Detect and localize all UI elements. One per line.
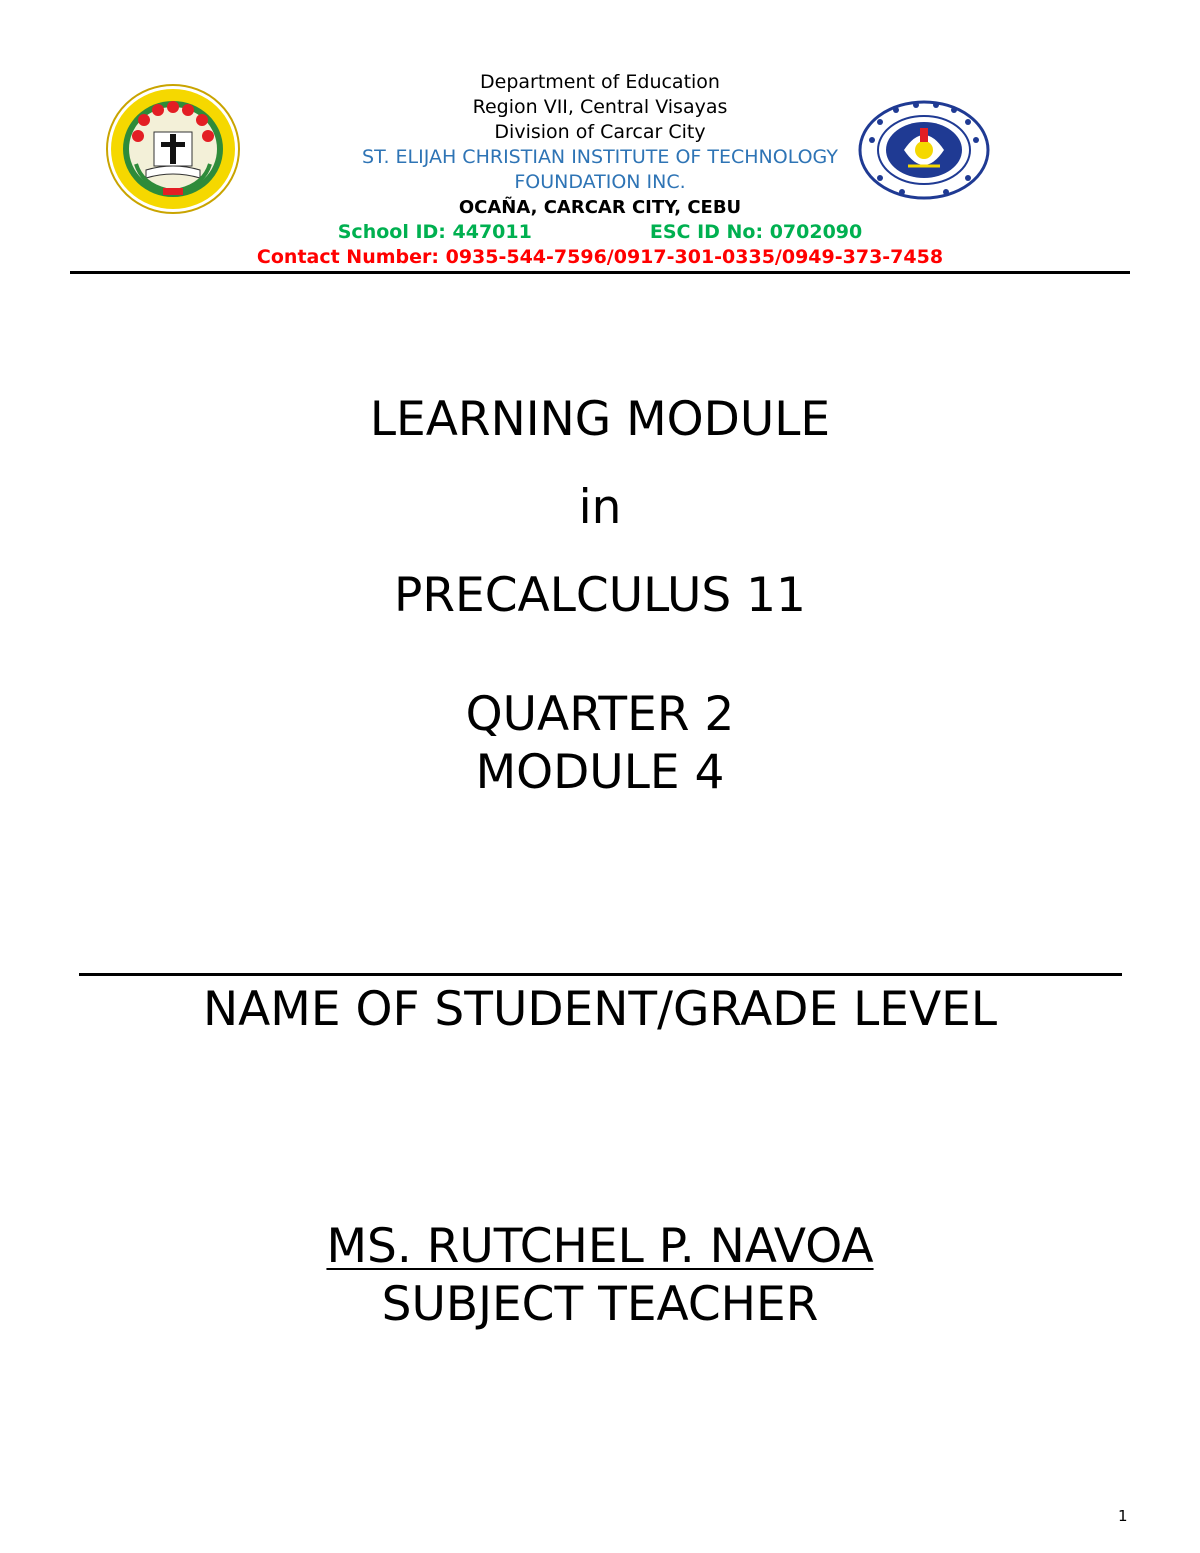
module-subject: PRECALCULUS 11: [394, 568, 806, 623]
esc-id: ESC ID No: 0702090: [649, 221, 863, 243]
module-quarter: QUARTER 2: [465, 687, 735, 742]
region-name: Region VII, Central Visayas: [472, 96, 728, 118]
student-name-label: NAME OF STUDENT/GRADE LEVEL: [202, 982, 998, 1037]
header-divider: [70, 271, 1130, 274]
teacher-name: MS. RUTCHEL P. NAVOA: [326, 1219, 874, 1274]
module-title: LEARNING MODULE: [369, 392, 831, 447]
student-name-line: [79, 973, 1122, 976]
school-foundation: FOUNDATION INC.: [514, 171, 686, 193]
page-number: 1: [1118, 1507, 1128, 1525]
module-number: MODULE 4: [475, 745, 725, 800]
school-address: OCAÑA, CARCAR CITY, CEBU: [458, 197, 742, 218]
school-ids: [250, 220, 950, 245]
school-id: School ID: 447011: [337, 221, 532, 243]
school-seal-icon: [106, 84, 240, 214]
contact-number: Contact Number: 0935-544-7596/0917-301-0335/0949-373-7458: [256, 246, 944, 268]
department-name: Department of Education: [480, 71, 720, 93]
teacher-role: SUBJECT TEACHER: [381, 1277, 819, 1332]
division-name: Division of Carcar City: [494, 121, 706, 143]
letterhead: [250, 70, 950, 270]
module-title-connector: in: [578, 480, 622, 535]
school-name: ST. ELIJAH CHRISTIAN INSTITUTE OF TECHNOLOGY: [362, 146, 838, 168]
